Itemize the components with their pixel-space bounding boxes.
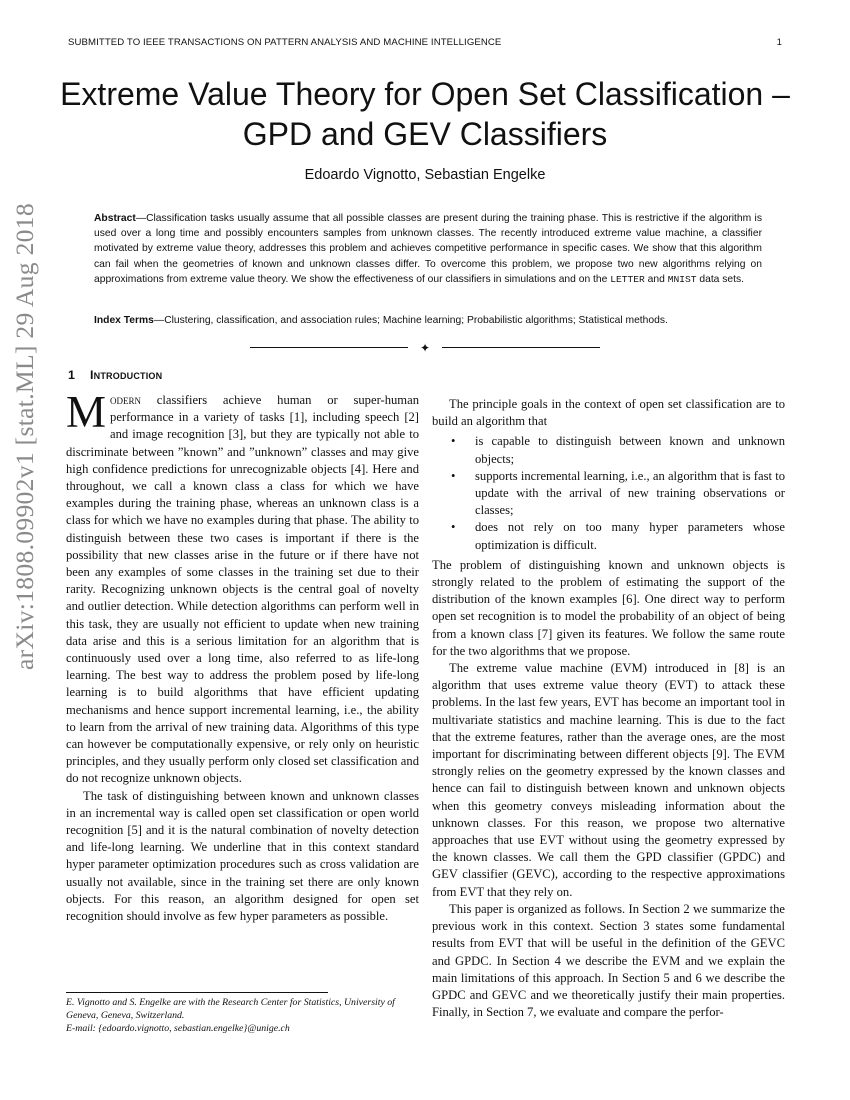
- page-number: 1: [776, 37, 782, 48]
- section-heading-introduction: [68, 368, 162, 382]
- abstract-label: Abstract: [94, 213, 136, 224]
- footnote-affiliation: E. Vignotto and S. Engelke are with the Research Center for Statistics, University of Geneva, Geneva, Switzerland.: [66, 997, 395, 1022]
- divider-ornament-icon: ✦: [420, 341, 431, 355]
- index-terms-text: —Clustering, classification, and association rules; Machine learning; Probabilistic algorithms; Statistical methods.: [153, 315, 668, 326]
- divider-line-right: [442, 347, 600, 348]
- abstract-text: —Classification tasks usually assume that all possible classes are present during the training phase. This is restrictive if the algorithm is used over a long time and possibly encounters samples from unknown classes. The recently introduced extreme value machine, a classifier motivated by extreme value theory, addresses this problem and achieves competitive performance in specific cases. We show that this algorithm can fail when the geometries of known and unknown classes differ. To overcome this problem, we propose two new algorithms relying on approximations from extreme value theory. We show the effectiveness of our classifiers in simulations and on the: [94, 213, 762, 285]
- dropcap: M: [66, 387, 107, 437]
- paper-authors: Edoardo Vignotto, Sebastian Engelke: [304, 167, 546, 183]
- footnote-rule: [66, 992, 328, 993]
- list-item: • is capable to distinguish between known and unknown objects;: [432, 433, 785, 467]
- abstract-end: data sets.: [696, 273, 745, 285]
- dataset-mnist: MNIST: [667, 273, 697, 285]
- evm-paragraph: The extreme value machine (EVM) introduced in [8] is an algorithm that uses extreme value theory (EVT) to attack these problems. In the last few years, EVT has become an important tool in multivariate statistics and machine learning. This is due to the fact that the extreme features, rather than the average ones, are the most important for discriminating between different objects [9]. The EVM strongly relies on the geometry expressed by the known classes and hence can fail to distinguish between known and unknown objects when this geometry conveys misleading information about the unknown classes. For this reason, we propose two alternative approaches that use EVT without using the geometry expressed by the known classes. We call them the GPD classifier (GPDC) and GEV classifier (GEVC), according to the respective approximations from EVT that they rely on.: [432, 661, 785, 899]
- running-title: SUBMITTED TO IEEE TRANSACTIONS ON PATTERN ANALYSIS AND MACHINE INTELLIGENCE: [68, 37, 502, 48]
- intro-paragraph-1: [66, 387, 419, 788]
- abstract-and: and: [644, 273, 668, 285]
- organization-paragraph: This paper is organized as follows. In Section 2 we summarize the previous work in this context. Section 3 states some fundamental results from EVT that will be useful in the definition of the GEVC and GPDC. In Section 4 we describe the EVM and we explain the main limitations of this approach. In Section 5 and 6 we describe the GPDC and GEVC and we theoretically justify their main properties. Finally, in Section 7, we evaluate and compare the perfor-: [432, 901, 785, 1020]
- goals-list: [432, 433, 785, 553]
- index-terms: [94, 313, 762, 328]
- support-paragraph: The problem of distinguishing known and unknown objects is strongly related to the problem of estimating the support of the distribution of the known examples [6]. One direct way to perform open set recognition is to model the probability of an object of being from a known class [7] given its features. We follow the same route for the two algorithms that we propose.: [432, 557, 785, 658]
- section-number: 1: [68, 368, 76, 382]
- arxiv-identifier[interactable]: arXiv:1808.09902v1 [stat.ML] 29 Aug 2018: [10, 203, 39, 670]
- list-item: • does not rely on too many hyper parameters whose optimization is difficult.: [432, 519, 785, 553]
- section-divider: [250, 343, 600, 353]
- divider-line-left: [250, 347, 408, 348]
- intro-paragraph-1-text: classifiers achieve human or super-human performance in a variety of tasks [1], including speech [2] and image recognition [3], but they are typically not able to discriminate between ”known” and ”unknown” classes and may give high confidence predictions for unrecognizable objects [4]. Here and throughout, we call a known class a class for which we have examples during the training phase, whereas an unknown class is a class for which we have no examples during that phase. The ability to distinguish between these two cases is important if there is the possibility that new classes arise in the future or if there have not been any examples of some classes in the training set due to their rarity. Recognizing unknown objects is the central goal of novelty and outlier detection. While detection algorithms can perform well in this task, they are usually not efficient to update when new training data arise and this is a serious limitation for an algorithm that is continuously used over a long time, also referred to as life-long learning. The best way to address the problem posed by life-long learning is to build algorithms that have efficient updating mechanisms and hence support incremental learning, i.e., the ability to learn from the arrival of new training data. Algorithms of this type can however be computationally expensive, or rely only on heuristic principles, and they usually perform only closed set classification and do not recognize unknown objects.: [66, 393, 419, 786]
- section-title: Introduction: [90, 368, 163, 382]
- paper-title: Extreme Value Theory for Open Set Classification – GPD and GEV Classifiers: [60, 76, 790, 152]
- index-terms-label: Index Terms: [94, 315, 154, 326]
- running-header: [68, 37, 782, 48]
- intro-paragraph-2: The task of distinguishing between known and unknown classes in an incremental way is called open set classification or open world recognition [5] and it is the natural combination of novelty detection and life-long learning. We underline that in this context standard hyper parameter optimization procedures such as cross validation are usually not available, since in the training set there are only known objects. For this reason, an algorithm designed for open set recognition should involve as few hyper parameters as possible.: [66, 788, 419, 924]
- footnote: [66, 996, 396, 1036]
- dataset-letter: LETTER: [610, 273, 645, 285]
- list-item: • supports incremental learning, i.e., an algorithm that is fast to update with the arrival of new training observations or classes;: [432, 468, 785, 520]
- goals-paragraph: The principle goals in the context of open set classification are to build an algorithm that: [432, 397, 785, 429]
- left-column: [66, 387, 419, 925]
- footnote-email[interactable]: E-mail: {edoardo.vignotto, sebastian.engelke}@unige.ch: [66, 1023, 290, 1035]
- right-column: [432, 396, 785, 1021]
- abstract: [94, 211, 762, 287]
- dropcap-lead: odern: [110, 393, 142, 407]
